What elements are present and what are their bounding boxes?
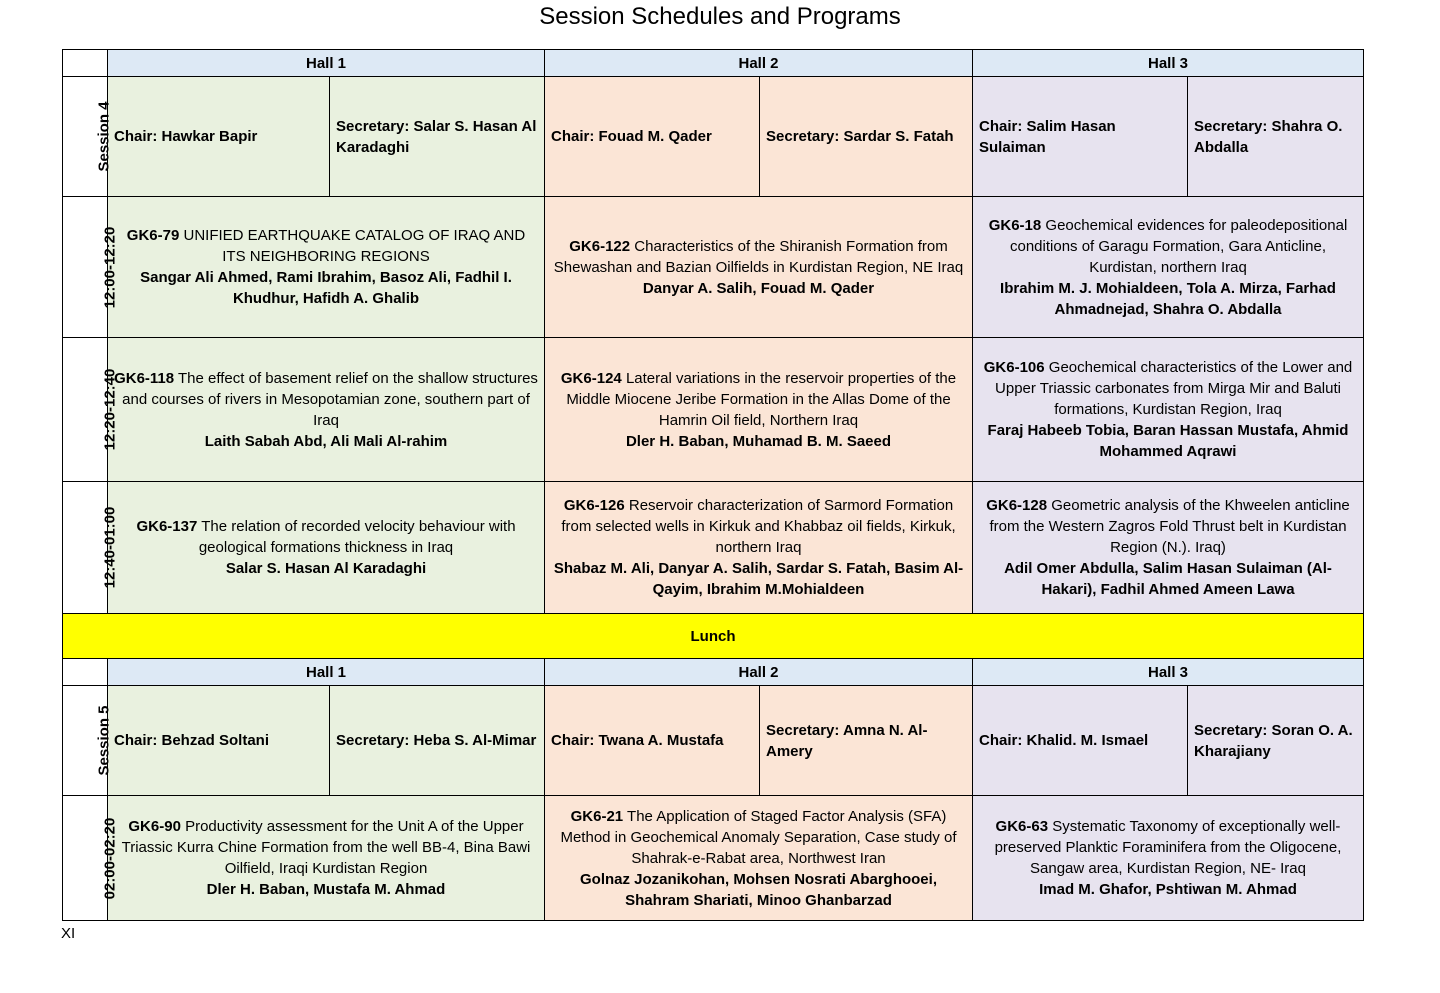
hall-header-row — [63, 659, 1364, 686]
paper-authors: Golnaz Jozanikohan, Mohsen Nosrati Abarghooei, Shahram Shariati, Minoo Ghanbarzad — [580, 870, 937, 909]
paper-cell-hall-3 — [973, 197, 1364, 338]
paper-authors: Imad M. Ghafor, Pshtiwan M. Ahmad — [1039, 881, 1297, 898]
paper-title: Productivity assessment for the Unit A of the Upper Triassic Kurra Chine Formation from the well BB-4, Bina Bawi Oilfield, Iraqi Kurdistan Region — [121, 818, 531, 877]
paper-title: Geochemical evidences for paleodepositional conditions of Garagu Formation, Gara Anticline, Kurdistan, northern Iraq — [1010, 216, 1348, 276]
paper-id: GK6-118 — [114, 369, 175, 387]
paper-title: The effect of basement relief on the shallow structures and courses of rivers in Mesopotamian zone, southern part of Iraq — [122, 369, 538, 429]
session-4-roles-row — [63, 77, 1364, 197]
paper-cell-hall-3 — [973, 338, 1364, 482]
slot-row — [63, 338, 1364, 482]
paper-id: GK6-63 — [995, 818, 1049, 835]
schedule-table — [62, 49, 1364, 921]
lunch-row — [63, 614, 1364, 659]
slot-time-cell — [63, 482, 119, 614]
paper-cell-hall-1 — [108, 338, 545, 482]
paper-title: Geometric analysis of the Khweelen anticline from the Western Zagros Fold Thrust belt in Kurdistan Region (N.). Iraq) — [989, 497, 1350, 556]
session-5-label-cell — [63, 686, 113, 796]
hall-1-chair: Chair: Behzad Soltani — [108, 686, 330, 796]
paper-id: GK6-79 — [126, 227, 180, 244]
hall-2-secretary: Secretary: Amna N. Al-Amery — [760, 686, 973, 796]
paper-id: GK6-124 — [560, 369, 622, 387]
hall-3-chair: Chair: Salim Hasan Sulaiman — [973, 77, 1188, 197]
paper-cell-hall-2 — [545, 796, 973, 921]
paper-cell-hall-1 — [108, 197, 545, 338]
paper-cell-hall-2 — [545, 482, 973, 614]
paper-cell-hall-2 — [545, 197, 973, 338]
hall-1-header: Hall 1 — [108, 659, 545, 686]
hall-1-secretary: Secretary: Heba S. Al-Mimar — [330, 686, 545, 796]
paper-authors: Laith Sabah Abd, Ali Mali Al-rahim — [204, 432, 448, 450]
paper-title: The relation of recorded velocity behaviour with geological formations thickness in Iraq — [198, 518, 516, 556]
hall-1-chair: Chair: Hawkar Bapir — [108, 77, 330, 197]
slot-time: 12:20-12:40 — [101, 368, 119, 451]
paper-id: GK6-18 — [988, 216, 1042, 234]
paper-id: GK6-21 — [570, 807, 624, 825]
paper-cell-hall-1 — [108, 482, 545, 614]
hall-2-header: Hall 2 — [545, 659, 973, 686]
page-title: Session Schedules and Programs — [539, 3, 901, 30]
hall-3-chair: Chair: Khalid. M. Ismael — [973, 686, 1188, 796]
lunch-banner: Lunch — [63, 614, 1364, 659]
hall-2-chair: Chair: Twana A. Mustafa — [545, 686, 760, 796]
paper-authors: Salar S. Hasan Al Karadaghi — [225, 560, 427, 577]
hall-3-header: Hall 3 — [973, 50, 1364, 77]
session-5-label: Session 5 — [95, 705, 113, 776]
paper-id: GK6-122 — [569, 237, 631, 255]
paper-authors: Ibrahim M. J. Mohialdeen, Tola A. Mirza, Farhad Ahmadnejad, Shahra O. Abdalla — [1000, 279, 1336, 318]
paper-title: Lateral variations in the reservoir properties of the Middle Miocene Jeribe Formation in the Allas Dome of the Hamrin Oil field, Northern Iraq — [566, 369, 957, 429]
paper-id: GK6-106 — [983, 359, 1045, 376]
hall-1-header: Hall 1 — [108, 50, 545, 77]
paper-authors: Adil Omer Abdulla, Salim Hasan Sulaiman (Al-Hakari), Fadhil Ahmed Ameen Lawa — [1004, 560, 1332, 598]
paper-authors: Dler H. Baban, Muhamad B. M. Saeed — [625, 432, 892, 450]
slot-time: 12:40-01:00 — [101, 506, 119, 589]
session-4-label-cell — [63, 77, 113, 197]
corner-cell — [63, 50, 108, 77]
session-4-label: Session 4 — [95, 101, 113, 172]
slot-time-cell — [63, 796, 119, 921]
hall-2-header: Hall 2 — [545, 50, 973, 77]
hall-1-secretary: Secretary: Salar S. Hasan Al Karadaghi — [330, 77, 545, 197]
slot-row — [63, 482, 1364, 614]
paper-authors: Shabaz M. Ali, Danyar A. Salih, Sardar S. Fatah, Basim Al-Qayim, Ibrahim M.Mohialdeen — [553, 560, 964, 598]
hall-2-secretary: Secretary: Sardar S. Fatah — [760, 77, 973, 197]
slot-row — [63, 197, 1364, 338]
hall-2-chair: Chair: Fouad M. Qader — [545, 77, 760, 197]
page-number: XI — [61, 925, 76, 942]
paper-authors: Danyar A. Salih, Fouad M. Qader — [642, 279, 875, 297]
paper-title: UNIFIED EARTHQUAKE CATALOG OF IRAQ AND ITS NEIGHBORING REGIONS — [183, 227, 526, 265]
paper-authors: Faraj Habeeb Tobia, Baran Hassan Mustafa, Ahmid Mohammed Aqrawi — [987, 422, 1349, 460]
corner-cell — [63, 659, 108, 686]
session-5-roles-row — [63, 686, 1364, 796]
slot-time-cell — [63, 338, 119, 482]
paper-cell-hall-2 — [545, 338, 973, 482]
paper-authors: Dler H. Baban, Mustafa M. Ahmad — [206, 881, 446, 898]
paper-cell-hall-1 — [108, 796, 545, 921]
paper-title: Characteristics of the Shiranish Formation from Shewashan and Bazian Oilfields in Kurdistan Region, NE Iraq — [553, 237, 964, 276]
paper-title: Geochemical characteristics of the Lower and Upper Triassic carbonates from Mirga Mir and Baluti formations, Kurdistan Region, Iraq — [995, 359, 1353, 418]
paper-id: GK6-137 — [136, 518, 198, 535]
paper-title: Systematic Taxonomy of exceptionally well-preserved Planktic Foraminifera from the Oligocene, Sangaw area, Kurdistan Region, NE- Iraq — [994, 818, 1342, 877]
slot-time-cell — [63, 197, 119, 338]
paper-authors: Sangar Ali Ahmed, Rami Ibrahim, Basoz Ali, Fadhil I. Khudhur, Hafidh A. Ghalib — [140, 269, 512, 307]
paper-cell-hall-3 — [973, 796, 1364, 921]
paper-id: GK6-90 — [128, 818, 181, 835]
hall-3-secretary: Secretary: Soran O. A. Kharajiany — [1188, 686, 1364, 796]
paper-title: Reservoir characterization of Sarmord Formation from selected wells in Kirkuk and Khabbaz oil fields, Kirkuk, northern Iraq — [561, 497, 956, 556]
hall-3-secretary: Secretary: Shahra O. Abdalla — [1188, 77, 1364, 197]
slot-time: 12:00-12:20 — [101, 226, 119, 308]
hall-header-row — [63, 50, 1364, 77]
paper-title: The Application of Staged Factor Analysis (SFA) Method in Geochemical Anomaly Separation, Case study of Shahrak-e-Rabat area, Northwest Iran — [560, 807, 957, 867]
slot-row — [63, 796, 1364, 921]
paper-cell-hall-3 — [973, 482, 1364, 614]
paper-id: GK6-126 — [563, 497, 625, 514]
slot-time: 02:00-02:20 — [101, 817, 119, 899]
paper-id: GK6-128 — [986, 497, 1048, 514]
hall-3-header: Hall 3 — [973, 659, 1364, 686]
